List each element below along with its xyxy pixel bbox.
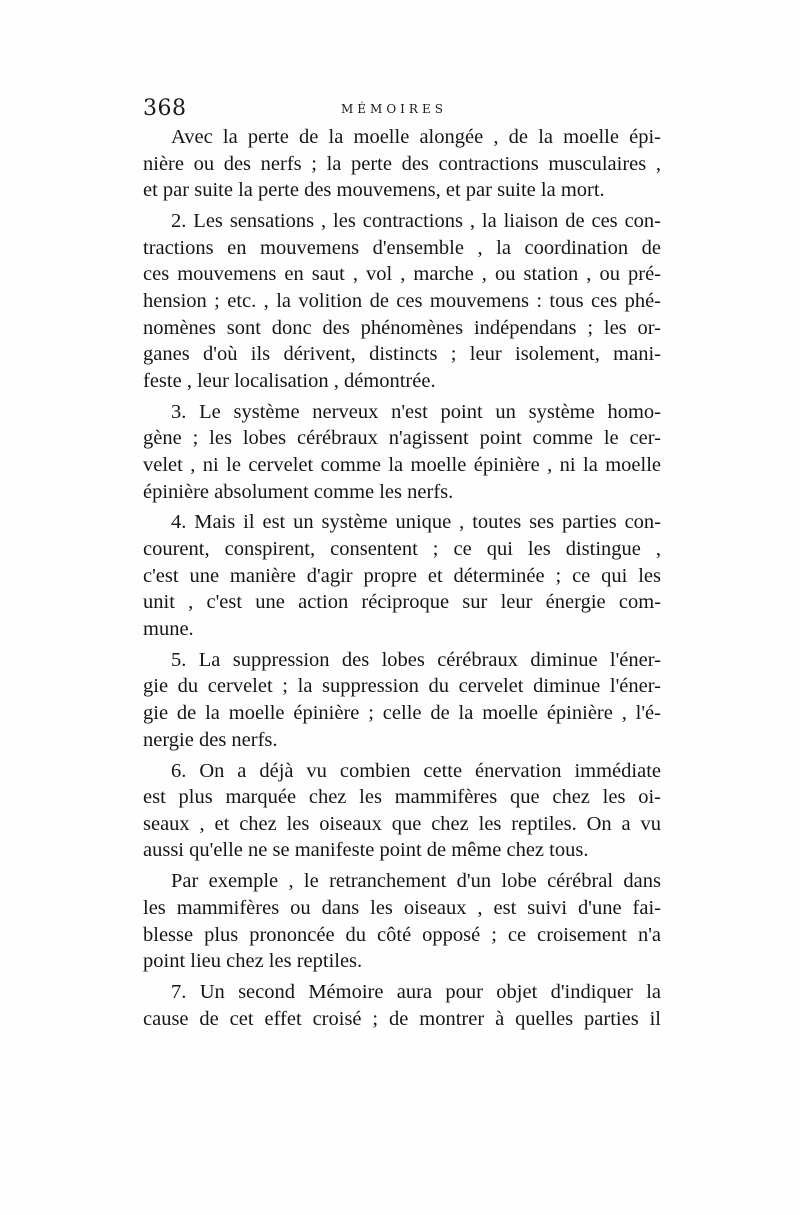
text-line: 6. On a déjà vu combien cette énervation immédiate bbox=[171, 759, 661, 782]
text-line: Par exemple , le retranchement d'un lobe cérébral dans bbox=[171, 870, 661, 893]
text-line: nomènes sont donc des phénomènes indépendans ; les or- bbox=[143, 316, 661, 339]
text-line: hension ; etc. , la volition de ces mouvemens : tous ces phé- bbox=[143, 289, 661, 312]
text-line: blesse plus prononcée du côté opposé ; ce croisement n'a bbox=[143, 923, 661, 946]
text-line: aussi qu'elle ne se manifeste point de même chez tous. bbox=[143, 839, 589, 862]
text-line: 5. La suppression des lobes cérébraux diminue l'éner- bbox=[171, 648, 661, 671]
text-line: 3. Le système nerveux n'est point un système homo- bbox=[171, 400, 661, 423]
body-text bbox=[143, 124, 661, 1032]
text-line: feste , leur localisation , démontrée. bbox=[143, 369, 436, 392]
text-line: courent, conspirent, consentent ; ce qui les distingue , bbox=[143, 538, 661, 561]
text-line: épinière absolument comme les nerfs. bbox=[143, 480, 454, 503]
text-line: 2. Les sensations , les contractions , la liaison de ces con- bbox=[171, 210, 661, 233]
text-line: et par suite la perte des mouvemens, et par suite la mort. bbox=[143, 179, 605, 202]
text-line: nière ou des nerfs ; la perte des contractions musculaires , bbox=[143, 152, 661, 175]
text-line: tractions en mouvemens d'ensemble , la coordination de bbox=[143, 236, 661, 259]
page-number: 368 bbox=[143, 96, 187, 121]
text-line: gie du cervelet ; la suppression du cervelet diminue l'éner- bbox=[143, 675, 661, 698]
text-line: Avec la perte de la moelle alongée , de la moelle épi- bbox=[171, 126, 661, 148]
text-line: velet , ni le cervelet comme la moelle épinière , ni la moelle bbox=[143, 453, 661, 476]
text-line: ganes d'où ils dérivent, distincts ; leur isolement, mani- bbox=[143, 343, 661, 366]
text-line: 7. Un second Mémoire aura pour objet d'indiquer la bbox=[171, 981, 661, 1004]
text-line: gie de la moelle épinière ; celle de la moelle épinière , l'é- bbox=[143, 702, 661, 725]
text-line: gène ; les lobes cérébraux n'agissent point comme le cer- bbox=[143, 427, 661, 450]
text-line: c'est une manière d'agir propre et déterminée ; ce qui les bbox=[143, 564, 661, 587]
page-header bbox=[143, 96, 663, 126]
text-line: point lieu chez les reptiles. bbox=[143, 950, 363, 973]
text-line: seaux , et chez les oiseaux que chez les reptiles. On a vu bbox=[143, 812, 661, 835]
text-line: les mammifères ou dans les oiseaux , est suivi d'une fai- bbox=[143, 896, 661, 919]
text-line: 4. Mais il est un système unique , toutes ses parties con- bbox=[171, 511, 661, 534]
text-line: est plus marquée chez les mammifères que chez les oi- bbox=[143, 786, 661, 809]
text-line: unit , c'est une action réciproque sur leur énergie com- bbox=[143, 591, 661, 614]
text-line: nergie des nerfs. bbox=[143, 728, 278, 751]
running-head: MÉMOIRES bbox=[341, 102, 447, 116]
text-line: mune. bbox=[143, 617, 194, 640]
text-line: ces mouvemens en saut , vol , marche , ou station , ou pré- bbox=[143, 263, 661, 286]
text-line: cause de cet effet croisé ; de montrer à quelles parties il bbox=[143, 1007, 661, 1030]
